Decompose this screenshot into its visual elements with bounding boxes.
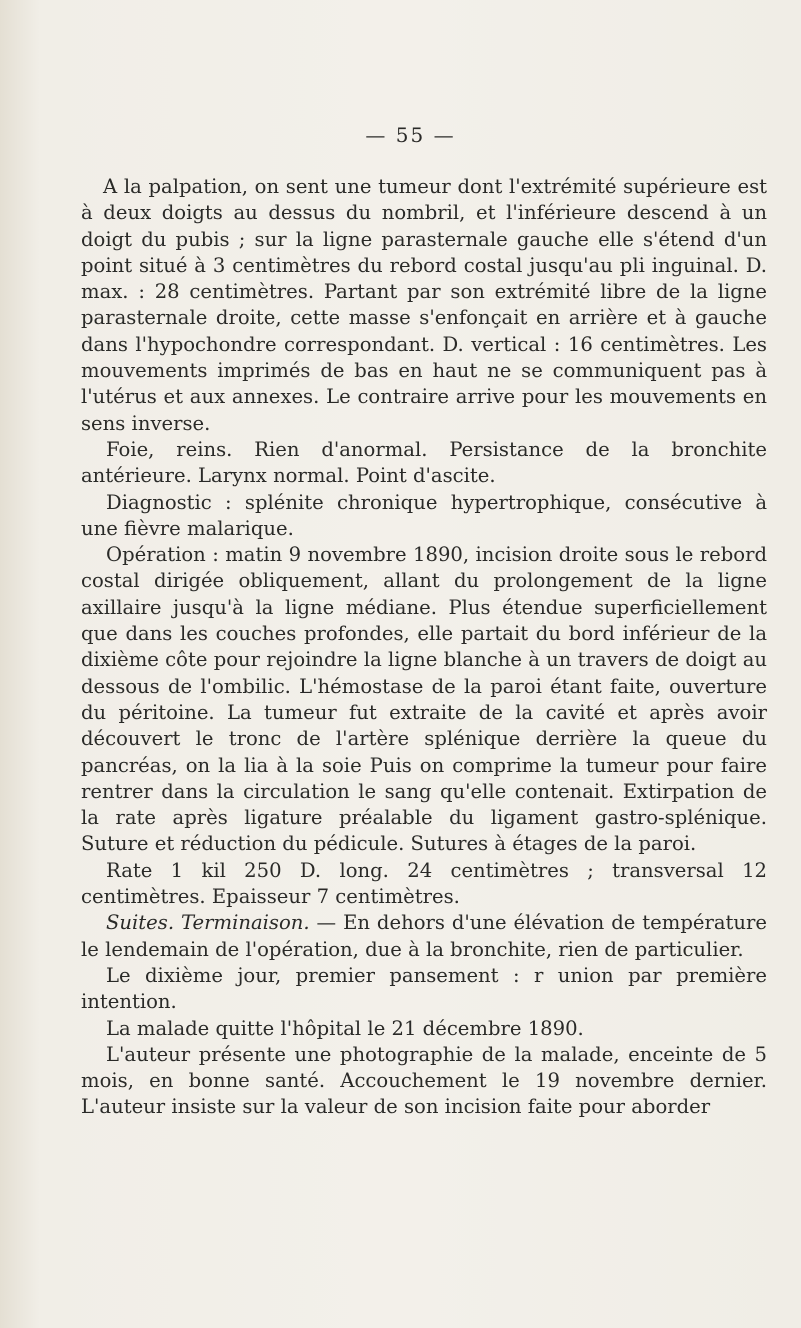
- page-number: — 55 —: [365, 123, 456, 147]
- suites-text: — En dehors d'une élévation de température le lendemain de l'opération, due à la bronchite, rien de particulier.: [81, 911, 767, 961]
- paragraph-diagnostic: Diagnostic : splénite chronique hypertrophique, consécutive à une fièvre malarique.: [81, 490, 767, 540]
- paragraph-pansement: Le dixième jour, premier pansement : r union par première intention.: [81, 963, 767, 1014]
- paragraph-rate: Rate 1 kil 250 D. long. 24 centimètres ; transversal 12 centimètres. Epaisseur 7 centimètres.: [81, 858, 767, 909]
- suites-heading: Suites. Terminaison.: [106, 911, 310, 935]
- paragraph-operation: Opération : matin 9 novembre 1890, incision droite sous le rebord costal dirigée obliquement, allant du prolongement de la ligne axillaire jusqu'à la ligne médiane. Plus étendue superficiellement que dans les couches profondes, elle partait du bord inférieur de la dixième côte pour rejoindre la ligne blanche à un travers de doigt au dessous de l'ombilic. L'hémostase de la paroi étant faite, ouverture du péritoine. La tumeur fut extraite de la cavité et après avoir découvert le tronc de l'artère splénique derrière la queue du pancréas, on la lia à la soie Puis on comprime la tumeur pour faire rentrer dans la circulation le sang qu'elle contenait. Extirpation de la rate après ligature préalable du ligament gastro-splénique. Suture et réduction du pédicule. Sutures à étages de la paroi.: [81, 543, 767, 856]
- paragraph-foie-reins: Foie, reins. Rien d'anormal. Persistance de la bronchite antérieure. Larynx normal. Point d'ascite.: [81, 437, 767, 488]
- body-text: [81, 174, 767, 1121]
- paragraph-sortie: La malade quitte l'hôpital le 21 décembre 1890.: [106, 1016, 584, 1040]
- paragraph-auteur: L'auteur présente une photographie de la malade, enceinte de 5 mois, en bonne santé. Accouchement le 19 novembre dernier. L'auteur insiste sur la valeur de son incision faite pour aborder: [81, 1042, 767, 1119]
- paragraph-palpation: A la palpation, on sent une tumeur dont l'extrémité supérieure est à deux doigts au dessus du nombril, et l'inférieure descend à un doigt du pubis ; sur la ligne parasternale gauche elle s'étend d'un point situé à 3 centimètres du rebord costal jusqu'au pli inguinal. D. max. : 28 centimètres. Partant par son extrémité libre de la ligne parasternale droite, cette masse s'enfonçait en arrière et à gauche dans l'hypochondre correspondant. D. vertical : 16 centimètres. Les mouvements imprimés de bas en haut ne se communiquent pas à l'utérus et aux annexes. Le contraire arrive pour les mouvements en sens inverse.: [81, 175, 767, 435]
- paragraph-suites: [81, 910, 767, 963]
